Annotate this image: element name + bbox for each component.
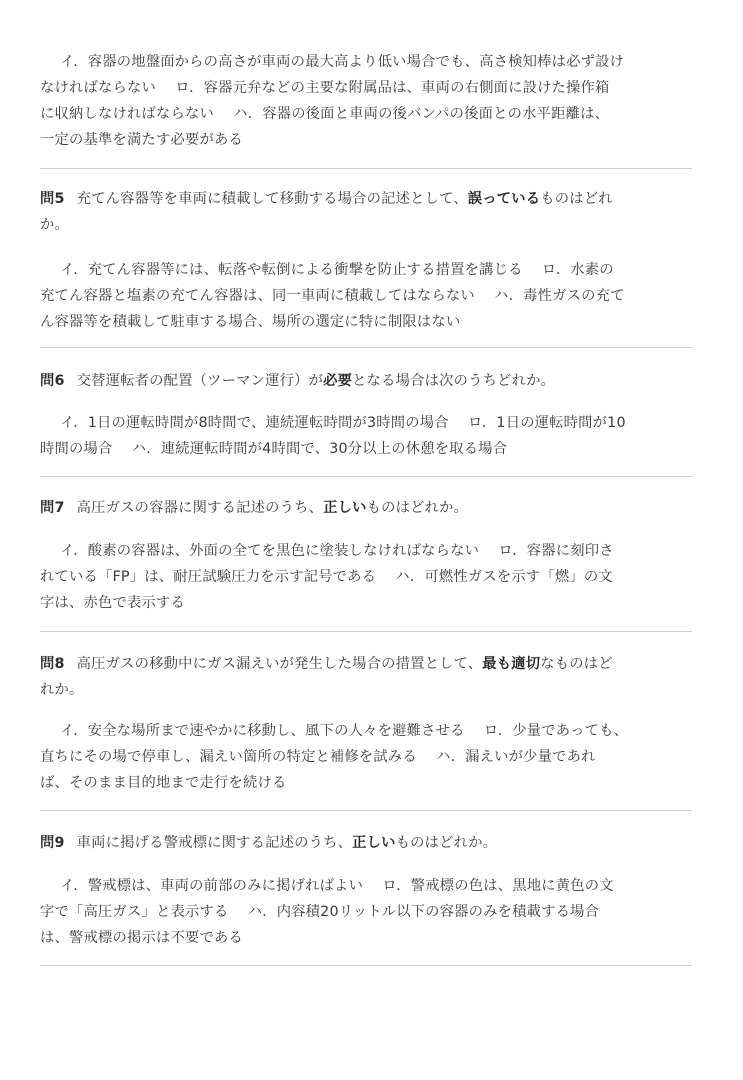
- question-emphasis: 正しい: [352, 835, 396, 851]
- divider: [40, 810, 692, 811]
- question-number: 問6: [40, 373, 65, 389]
- option-line: ん容器等を積載して駐車する場合、場所の選定に特に制限はない: [40, 314, 461, 330]
- question-text-cont: か。: [40, 217, 69, 233]
- option-line: イ．充てん容器等には、転落や転倒による衝撃を防止する措置を講じる ロ．水素の: [60, 262, 614, 278]
- question-text-end: ものはどれか。: [395, 835, 498, 851]
- option-line: は、警戒標の掲示は不要である: [40, 930, 243, 946]
- options-block-q8: [40, 718, 700, 796]
- question-text-end: ものはどれ: [540, 191, 613, 207]
- question-emphasis: 最も適切: [482, 656, 541, 672]
- question-text-end: となる場合は次のうちどれか。: [352, 373, 556, 389]
- question-text-cont: れか。: [40, 682, 84, 698]
- option-line: イ．1日の運転時間が8時間で、連続運転時間が3時間の場合 ロ．1日の運転時間が10: [60, 415, 626, 431]
- question-number: 問9: [40, 835, 65, 851]
- option-line: に収納しなければならない ハ．容器の後面と車両の後バンパの後面との水平距離は、: [40, 106, 610, 122]
- question-5: [40, 186, 700, 238]
- divider: [40, 347, 692, 348]
- question-number: 問5: [40, 191, 65, 207]
- divider: [40, 168, 692, 169]
- option-line: 充てん容器と塩素の充てん容器は、同一車両に積載してはならない ハ．毒性ガスの充て: [40, 288, 625, 304]
- question-emphasis: 誤っている: [467, 191, 541, 207]
- question-text: 高圧ガスの移動中にガス漏えいが発生した場合の措置として、: [76, 656, 483, 672]
- option-line: イ．酸素の容器は、外面の全てを黒色に塗装しなければならない ロ．容器に刻印さ: [60, 543, 614, 559]
- divider: [40, 476, 692, 477]
- option-line: 時間の場合 ハ．連続運転時間が4時間で、30分以上の休憩を取る場合: [40, 441, 508, 457]
- divider: [40, 631, 692, 632]
- question-number: 問8: [40, 656, 65, 672]
- option-line: なければならない ロ．容器元弁などの主要な附属品は、車両の右側面に設けた操作箱: [40, 80, 610, 96]
- options-block-q9: [40, 873, 700, 951]
- question-9: [40, 830, 700, 856]
- question-emphasis: 必要: [323, 373, 353, 389]
- question-6: [40, 368, 700, 394]
- question-text: 高圧ガスの容器に関する記述のうち、: [76, 500, 324, 516]
- option-line: 字は、赤色で表示する: [40, 595, 185, 611]
- question-number: 問7: [40, 500, 65, 516]
- question-text: 交替運転者の配置（ツーマン運行）が: [76, 373, 324, 389]
- option-line: イ．警戒標は、車両の前部のみに掲げればよい ロ．警戒標の色は、黒地に黄色の文: [60, 878, 614, 894]
- option-line: イ．安全な場所まで速やかに移動し、風下の人々を避難させる ロ．少量であっても、: [60, 723, 629, 739]
- divider: [40, 965, 692, 966]
- option-line: れている「FP」は、耐圧試験圧力を示す記号である ハ．可燃性ガスを示す「燃」の文: [40, 569, 613, 585]
- option-line: 直ちにその場で停車し、漏えい箇所の特定と補修を試みる ハ．漏えいが少量であれ: [40, 749, 596, 765]
- option-line: イ．容器の地盤面からの高さが車両の最大高より低い場合でも、高さ検知棒は必ず設け: [60, 54, 625, 70]
- option-line: ば、そのまま目的地まで走行を続ける: [40, 775, 287, 791]
- question-8: [40, 651, 700, 703]
- options-block-q4: [40, 49, 700, 153]
- question-text: 充てん容器等を車両に積載して移動する場合の記述として、: [76, 191, 468, 207]
- option-line: 一定の基準を満たす必要がある: [40, 132, 243, 148]
- question-text-end: なものはど: [540, 656, 613, 672]
- question-text: 車両に掲げる警戒標に関する記述のうち、: [76, 835, 353, 851]
- question-7: [40, 495, 700, 521]
- option-line: 字で「高圧ガス」と表示する ハ．内容積20リットル以下の容器のみを積載する場合: [40, 904, 600, 920]
- question-emphasis: 正しい: [323, 500, 367, 516]
- options-block-q6: [40, 410, 700, 462]
- question-text-end: ものはどれか。: [366, 500, 469, 516]
- options-block-q7: [40, 538, 700, 616]
- options-block-q5: [40, 257, 700, 335]
